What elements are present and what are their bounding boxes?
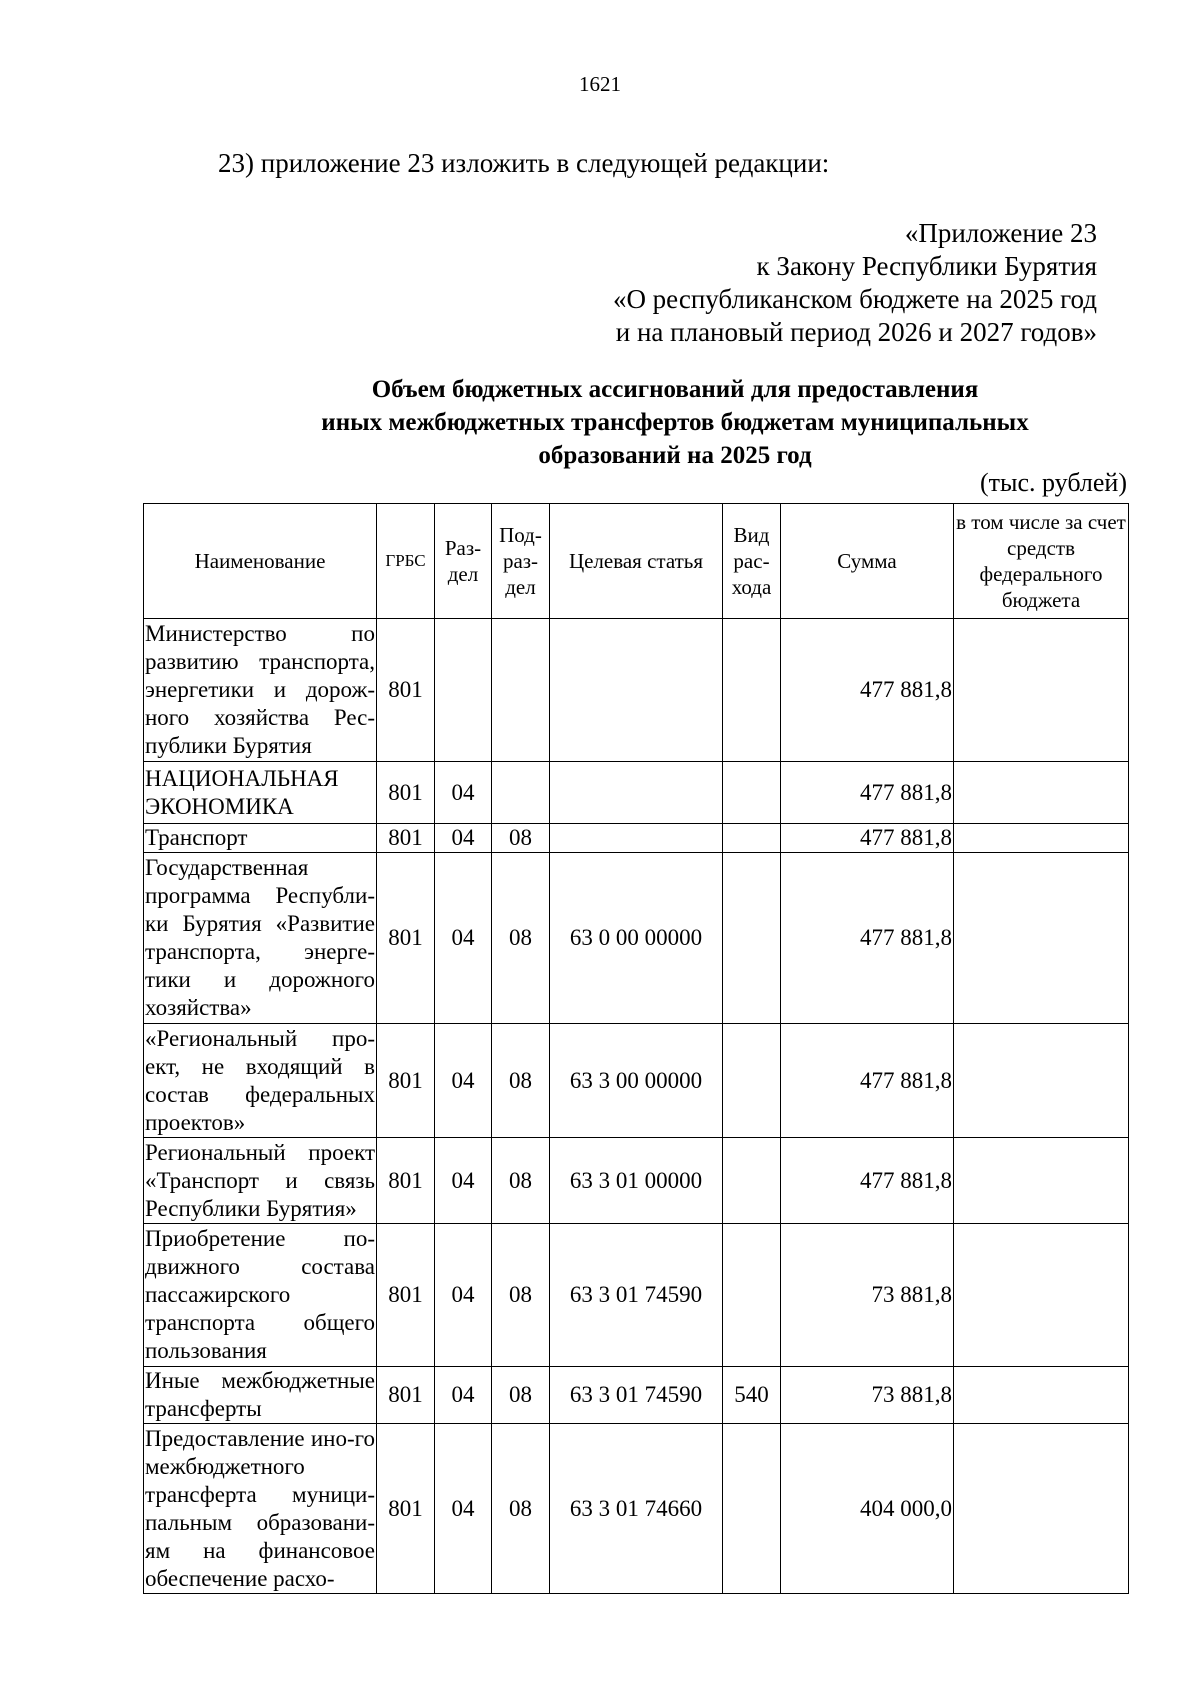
row-section-cell: 04 xyxy=(435,824,492,853)
row-subsection-cell: 08 xyxy=(492,1224,550,1367)
row-sum-cell: 477 881,8 xyxy=(781,1024,954,1138)
row-grbs-cell: 801 xyxy=(377,824,435,853)
header-expense-type: Вид рас-хода xyxy=(723,504,781,619)
amendment-intro: 23) приложение 23 изложить в следующей редакции: xyxy=(218,148,830,178)
row-expense-type-cell xyxy=(723,1138,781,1224)
row-subsection-cell xyxy=(492,619,550,762)
header-target: Целевая статья xyxy=(550,504,723,619)
row-subsection-cell: 08 xyxy=(492,1367,550,1424)
row-federal-cell xyxy=(954,1024,1129,1138)
title-line: иных межбюджетных трансфертов бюджетам муниципальных xyxy=(321,409,1029,436)
row-grbs-cell: 801 xyxy=(377,853,435,1024)
row-name-cell: Иные межбюджетные трансферты xyxy=(144,1367,377,1424)
appendix-line: к Закону Республики Бурятия xyxy=(756,251,1097,281)
table-row xyxy=(144,762,1129,824)
row-expense-type-cell xyxy=(723,1024,781,1138)
row-target-cell: 63 3 01 74660 xyxy=(550,1424,723,1594)
row-sum-cell: 404 000,0 xyxy=(781,1424,954,1594)
row-federal-cell xyxy=(954,619,1129,762)
row-grbs-cell: 801 xyxy=(377,1224,435,1367)
row-federal-cell xyxy=(954,1138,1129,1224)
table-row xyxy=(144,1224,1129,1367)
row-target-cell xyxy=(550,619,723,762)
row-name-cell: НАЦИОНАЛЬНАЯ ЭКОНОМИКА xyxy=(144,762,377,824)
header-sum: Сумма xyxy=(781,504,954,619)
units-label: (тыс. рублей) xyxy=(979,468,1127,497)
row-sum-cell: 477 881,8 xyxy=(781,853,954,1024)
row-federal-cell xyxy=(954,824,1129,853)
row-expense-type-cell xyxy=(723,1424,781,1594)
row-target-cell xyxy=(550,762,723,824)
row-expense-type-cell xyxy=(723,619,781,762)
row-name-cell: Предоставление ино-го межбюджетного трансферта муници-пальным образовани-ям на финансовое обеспечение расхо- xyxy=(144,1424,377,1594)
row-section-cell: 04 xyxy=(435,1424,492,1594)
table-row xyxy=(144,1138,1129,1224)
row-target-cell: 63 3 01 00000 xyxy=(550,1138,723,1224)
row-grbs-cell: 801 xyxy=(377,1024,435,1138)
row-section-cell: 04 xyxy=(435,1367,492,1424)
row-section-cell: 04 xyxy=(435,1024,492,1138)
row-grbs-cell: 801 xyxy=(377,1138,435,1224)
row-expense-type-cell xyxy=(723,824,781,853)
row-sum-cell: 477 881,8 xyxy=(781,824,954,853)
row-name-cell: Приобретение по-движного состава пассажирского транспорта общего пользования xyxy=(144,1224,377,1367)
row-section-cell: 04 xyxy=(435,762,492,824)
title-line: Объем бюджетных ассигнований для предоставления xyxy=(371,376,979,403)
row-grbs-cell: 801 xyxy=(377,762,435,824)
table-row xyxy=(144,1424,1129,1594)
row-name-cell: «Региональный про-ект, не входящий в состав федеральных проектов» xyxy=(144,1024,377,1138)
table-row xyxy=(144,1367,1129,1424)
row-grbs-cell: 801 xyxy=(377,619,435,762)
row-federal-cell xyxy=(954,1367,1129,1424)
row-subsection-cell: 08 xyxy=(492,824,550,853)
row-expense-type-cell xyxy=(723,853,781,1024)
row-section-cell: 04 xyxy=(435,1138,492,1224)
row-target-cell: 63 3 01 74590 xyxy=(550,1367,723,1424)
row-sum-cell: 73 881,8 xyxy=(781,1367,954,1424)
row-section-cell: 04 xyxy=(435,1224,492,1367)
row-subsection-cell: 08 xyxy=(492,853,550,1024)
row-subsection-cell: 08 xyxy=(492,1424,550,1594)
appendix-reference xyxy=(613,217,1097,349)
row-sum-cell: 477 881,8 xyxy=(781,1138,954,1224)
budget-table xyxy=(143,503,1129,1594)
row-section-cell: 04 xyxy=(435,853,492,1024)
table-row xyxy=(144,619,1129,762)
row-target-cell: 63 3 00 00000 xyxy=(550,1024,723,1138)
row-name-cell: Транспорт xyxy=(144,824,377,853)
header-name: Наименование xyxy=(144,504,377,619)
page-number: 1621 xyxy=(579,72,621,96)
row-name-cell: Региональный проект «Транспорт и связь Республики Бурятия» xyxy=(144,1138,377,1224)
row-target-cell xyxy=(550,824,723,853)
row-federal-cell xyxy=(954,853,1129,1024)
row-expense-type-cell xyxy=(723,762,781,824)
table-row xyxy=(144,1024,1129,1138)
header-grbs: ГРБС xyxy=(377,504,435,619)
row-expense-type-cell: 540 xyxy=(723,1367,781,1424)
header-subsection: Под-раз-дел xyxy=(492,504,550,619)
table-row xyxy=(144,853,1129,1024)
row-name-cell: Государственная программа Республи-ки Бурятия «Развитие транспорта, энерге-тики и дорожного хозяйства» xyxy=(144,853,377,1024)
table-row xyxy=(144,824,1129,853)
row-grbs-cell: 801 xyxy=(377,1367,435,1424)
table-header-row xyxy=(144,504,1129,619)
row-subsection-cell: 08 xyxy=(492,1138,550,1224)
appendix-line: и на плановый период 2026 и 2027 годов» xyxy=(615,317,1097,347)
appendix-line: «Приложение 23 xyxy=(904,218,1097,248)
document-title xyxy=(0,373,1200,472)
row-sum-cell: 73 881,8 xyxy=(781,1224,954,1367)
row-target-cell: 63 0 00 00000 xyxy=(550,853,723,1024)
row-target-cell: 63 3 01 74590 xyxy=(550,1224,723,1367)
row-subsection-cell: 08 xyxy=(492,1024,550,1138)
row-sum-cell: 477 881,8 xyxy=(781,619,954,762)
row-federal-cell xyxy=(954,762,1129,824)
row-section-cell xyxy=(435,619,492,762)
header-section: Раз-дел xyxy=(435,504,492,619)
row-sum-cell: 477 881,8 xyxy=(781,762,954,824)
title-line: образований на 2025 год xyxy=(538,442,812,469)
appendix-line: «О республиканском бюджете на 2025 год xyxy=(612,284,1097,314)
row-federal-cell xyxy=(954,1424,1129,1594)
row-subsection-cell xyxy=(492,762,550,824)
row-grbs-cell: 801 xyxy=(377,1424,435,1594)
header-federal: в том числе за счет средств федерального бюджета xyxy=(954,504,1129,619)
row-expense-type-cell xyxy=(723,1224,781,1367)
row-name-cell: Министерство по развитию транспорта, энергетики и дорож-ного хозяйства Рес-публики Бурятия xyxy=(144,619,377,762)
row-federal-cell xyxy=(954,1224,1129,1367)
